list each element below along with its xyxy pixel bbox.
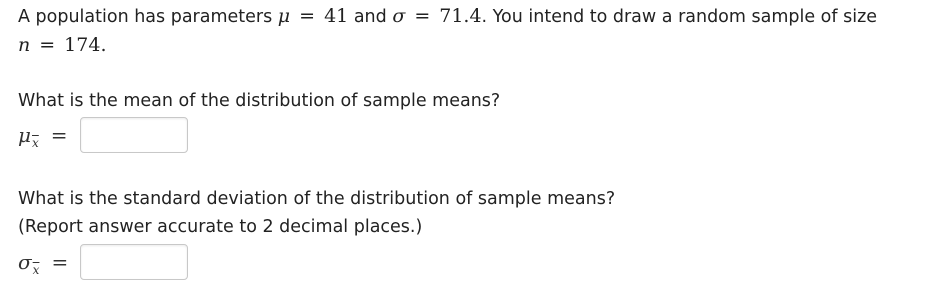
problem-statement-line-2 (18, 33, 106, 58)
n-symbol: n (18, 34, 31, 56)
mean-equals-sign: = (50, 123, 68, 147)
equals-sign: = (414, 5, 431, 27)
sd-question-text: What is the standard deviation of the distribution of sample means? (18, 189, 616, 209)
equals-sign: = (299, 5, 316, 27)
sd-answer-input[interactable] (80, 244, 188, 280)
intro-prefix-text: A population has parameters (18, 7, 278, 27)
sd-question-note: (Report answer accurate to 2 decimal places.) (18, 217, 423, 237)
and-text: and (348, 7, 393, 27)
equals-sign: = (39, 34, 56, 56)
sd-answer-row (18, 244, 188, 280)
problem-statement-line-1 (18, 4, 877, 29)
sigma-value: 71.4 (439, 5, 482, 27)
sd-equals-sign: = (51, 250, 69, 274)
intro-suffix-text: . You intend to draw a random sample of size (481, 7, 878, 27)
mean-answer-row (18, 117, 188, 153)
mu-symbol: μ (277, 5, 291, 27)
mean-symbol-mu-xbar (18, 123, 39, 150)
mean-symbol-mu: μ (18, 123, 31, 147)
mean-symbol-subscript: $\overline{x}$ (32, 136, 39, 150)
sd-symbol-subscript: $\overline{x}$ (32, 263, 40, 277)
mu-value: 41 (324, 5, 349, 27)
sd-symbol-sigma-xbar (18, 250, 40, 277)
sd-symbol-sigma: σ (18, 250, 32, 274)
n-value: 174 (64, 34, 101, 56)
period: . (100, 34, 107, 56)
mean-question-text: What is the mean of the distribution of sample means? (18, 91, 501, 111)
mean-answer-input[interactable] (80, 117, 188, 153)
sigma-symbol: σ (392, 5, 406, 27)
